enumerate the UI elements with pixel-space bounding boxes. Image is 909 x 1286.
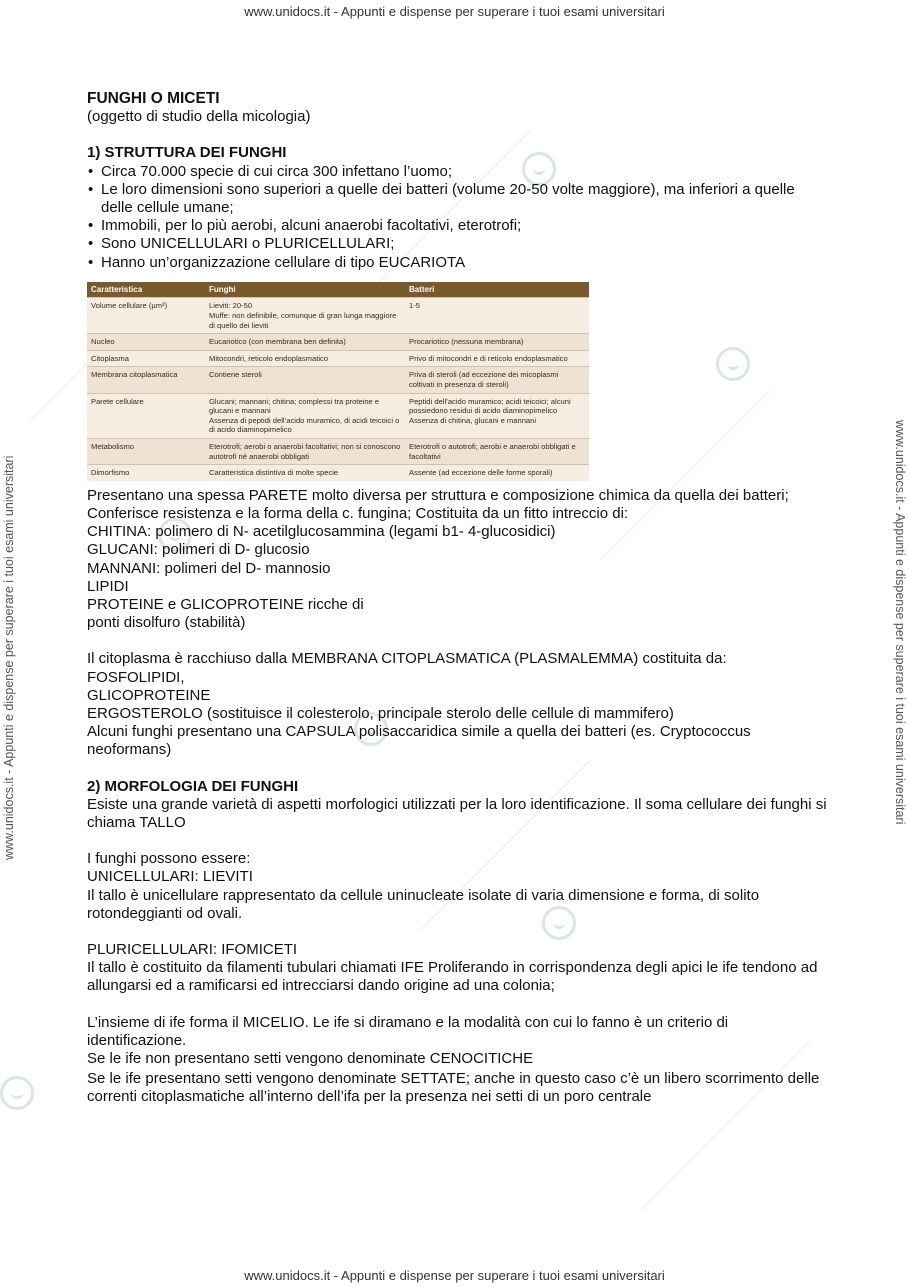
- table-cell: Citoplasma: [87, 350, 205, 367]
- table-row: [87, 465, 589, 481]
- table-header: Caratteristica: [87, 282, 205, 298]
- table-cell: Assente (ad eccezione delle forme sporali): [405, 465, 589, 481]
- section-heading-struttura: 1) STRUTTURA DEI FUNGHI: [87, 144, 287, 162]
- table-row: [87, 350, 589, 367]
- parete-line: MANNANI: polimeri del D- mannosio: [87, 559, 331, 577]
- paragraph: Se le ife non presentano setti vengono denominate CENOCITICHE: [87, 1050, 534, 1068]
- list-item: • Le loro dimensioni sono superiori a quelle dei batteri (volume 20-50 volte maggiore), ma inferiori a quelle delle cellule umane;: [87, 181, 827, 217]
- paragraph: Il tallo è costituito da filamenti tubulari chiamati IFE Proliferando in corrispondenza degli apici le ife tendono ad allungarsi ed a ramificarsi ed intrecciarsi dando origine ad una colonia;: [87, 959, 818, 995]
- watermark-header: www.unidocs.it - Appunti e dispense per superare i tuoi esami universitari: [244, 4, 665, 19]
- table-cell: Dimorfismo: [87, 465, 205, 481]
- watermark-side-left: www.unidocs.it - Appunti e dispense per superare i tuoi esami universitari: [2, 455, 16, 860]
- table-cell: Volume cellulare (µm³): [87, 298, 205, 334]
- section-heading-morfologia: 2) MORFOLOGIA DEI FUNGHI: [87, 777, 299, 795]
- watermark-footer: www.unidocs.it - Appunti e dispense per superare i tuoi esami universitari: [244, 1268, 665, 1283]
- membrana-line: GLICOPROTEINE: [87, 686, 211, 704]
- paragraph: UNICELLULARI: LIEVITI: [87, 868, 253, 886]
- document-body: [87, 90, 827, 1107]
- comparison-table: [87, 282, 589, 481]
- paragraph: L’insieme di ife forma il MICELIO. Le ife si diramano e la modalità con cui lo fanno è un criterio di identificazione.: [87, 1013, 729, 1049]
- parete-line: CHITINA: polimero di N- acetilglucosammina (legami b1- 4-glucosidici): [87, 523, 556, 541]
- table-cell: Eterotrofi; aerobi o anaerobi facoltativi; non si conoscono autotrofi né anaerobi obbligati: [205, 438, 405, 464]
- table-cell: Nucleo: [87, 334, 205, 351]
- document-subtitle: (oggetto di studio della micologia): [87, 108, 311, 126]
- table-row: [87, 393, 589, 438]
- watermark-side-right: www.unidocs.it - Appunti e dispense per superare i tuoi esami universitari: [893, 420, 907, 825]
- parete-line: ponti disolfuro (stabilità): [87, 614, 246, 632]
- paragraph-capsula: Alcuni funghi presentano una CAPSULA polisaccaridica simile a quella dei batteri (es. Cryptococcus neoformans): [87, 723, 751, 759]
- table-row: [87, 334, 589, 351]
- paragraph: PLURICELLULARI: IFOMICETI: [87, 941, 298, 958]
- list-item: • Circa 70.000 specie di cui circa 300 infettano l’uomo;: [87, 163, 827, 181]
- paragraph: I funghi possono essere:: [87, 850, 251, 868]
- table-cell: Contiene steroli: [205, 367, 405, 393]
- table-header: Batteri: [405, 282, 589, 298]
- table-cell: Peptidi dell’acido muramico; acidi teicoici; alcuni possiedono residui di acido diaminopimelico Assenza di chitina, glucani e mannani: [405, 393, 589, 438]
- table-cell: Privo di mitocondri e di reticolo endoplasmatico: [405, 350, 589, 367]
- membrana-line: ERGOSTEROLO (sostituisce il colesterolo, principale sterolo delle cellule di mammifero): [87, 704, 674, 722]
- table-cell: Eterotrofi o autotrofi; aerobi e anaerobi obbligati e facoltativi: [405, 438, 589, 464]
- parete-line: PROTEINE e GLICOPROTEINE ricche di: [87, 595, 364, 613]
- table-cell: Mitocondri, reticolo endoplasmatico: [205, 350, 405, 367]
- table-row: [87, 298, 589, 334]
- table-row: [87, 367, 589, 393]
- paragraph: Se le ife presentano setti vengono denominate SETTATE; anche in questo caso c’è un libero scorrimento delle correnti citoplasmatiche all’interno dell’ifa per la presenza nei setti di un poro centrale: [87, 1070, 820, 1106]
- table-cell: 1-5: [405, 298, 589, 334]
- table-cell: Metabolismo: [87, 438, 205, 464]
- paragraph: Il tallo è unicellulare rappresentato da cellule uninucleate isolate di varia dimensione e forma, di solito rotondeggianti od ovali.: [87, 886, 760, 922]
- list-item: • Immobili, per lo più aerobi, alcuni anaerobi facoltativi, eterotrofi;: [87, 217, 827, 235]
- table-cell: Glucani; mannani; chitina; complessi tra proteine e glucani e mannani Assenza di peptidi dell’acido muramico, di acidi teicoici o di acido diaminopimelico: [205, 393, 405, 438]
- table-cell: Parete cellulare: [87, 393, 205, 438]
- table-cell: Caratteristica distintiva di molte specie: [205, 465, 405, 481]
- parete-line: LIPIDI: [87, 577, 129, 595]
- parete-line: GLUCANI: polimeri di D- glucosio: [87, 541, 310, 559]
- watermark-logo-icon: [0, 1076, 34, 1110]
- table-cell: Priva di steroli (ad eccezione dei micoplasmi coltivati in presenza di steroli): [405, 367, 589, 393]
- list-item: • Hanno un’organizzazione cellulare di tipo EUCARIOTA: [87, 254, 827, 272]
- paragraph-parete: Presentano una spessa PARETE molto diversa per struttura e composizione chimica da quella dei batteri; Conferisce resistenza e la forma della c. fungina; Costituita da un fitto intreccio di:: [87, 486, 789, 522]
- list-item: • Sono UNICELLULARI o PLURICELLULARI;: [87, 235, 827, 253]
- bullet-list-struttura: [87, 163, 827, 272]
- table-cell: Lieviti: 20-50 Muffe: non definibile, comunque di gran lunga maggiore di quello dei lieviti: [205, 298, 405, 334]
- table-header: Funghi: [205, 282, 405, 298]
- table-row: [87, 438, 589, 464]
- paragraph-membrana: Il citoplasma è racchiuso dalla MEMBRANA CITOPLASMATICA (PLASMALEMMA) costituita da:: [87, 650, 727, 668]
- membrana-line: FOSFOLIPIDI,: [87, 668, 185, 686]
- table-cell: Membrana citoplasmatica: [87, 367, 205, 393]
- document-title: FUNGHI O MICETI: [87, 90, 220, 107]
- table-cell: Eucariotico (con membrana ben definita): [205, 334, 405, 351]
- table-cell: Procariotico (nessuna membrana): [405, 334, 589, 351]
- paragraph: Esiste una grande varietà di aspetti morfologici utilizzati per la loro identificazione. Il soma cellulare dei funghi si chiama TALLO: [87, 795, 827, 831]
